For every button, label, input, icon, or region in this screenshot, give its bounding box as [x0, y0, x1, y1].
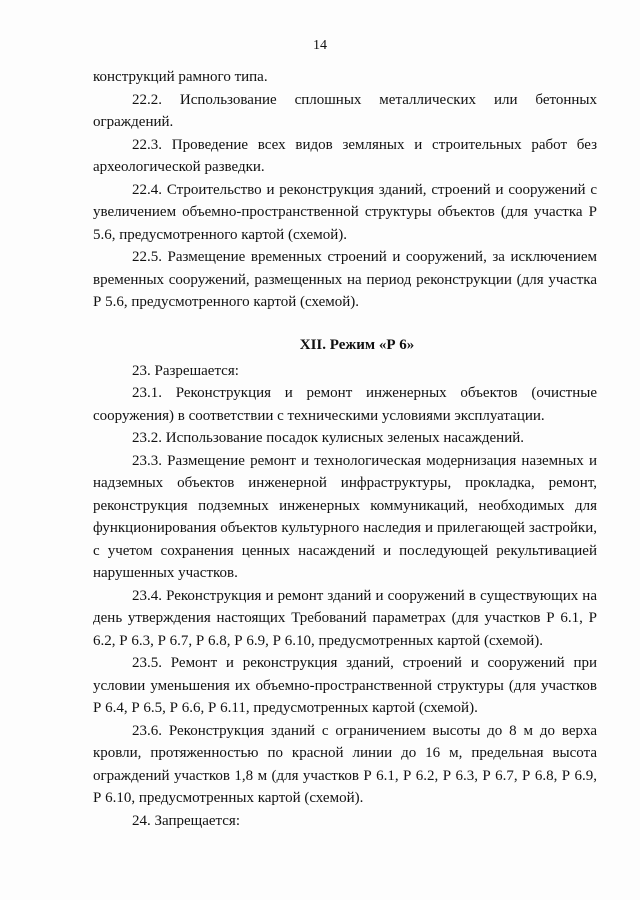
paragraph-22-4: 22.4. Строительство и реконструкция зданий, строений и сооружений с увеличением объемно-пространственной структуры объектов (для участка Р 5.6, предусмотренного картой (схемой). [93, 181, 597, 243]
paragraph-23-4: 23.4. Реконструкция и ремонт зданий и сооружений в существующих на день утверждения настоящих Требований параметрах (для участков Р 6.1, Р 6.2, Р 6.3, Р 6.7, Р 6.8, Р 6.9, Р 6.10, предусмотренных картой (схемой). [93, 587, 597, 649]
paragraph-24: 24. Запрещается: [132, 812, 240, 829]
paragraph-22-5: 22.5. Размещение временных строений и сооружений, за исключением временных сооружений, размещенных на период реконструкции (для участка Р 5.6, предусмотренного картой (схемой). [93, 249, 597, 310]
section-heading: XII. Режим «Р 6» [299, 336, 415, 353]
paragraph-23-6: 23.6. Реконструкция зданий с ограничением высоты до 8 м до верха кровли, протяженностью по красной линии до 16 м, предельная высота ограждений участков 1,8 м (для участков Р 6.1, Р 6.2, Р 6.3, Р 6.7, Р 6.8, Р 6.9, Р 6.10, предусмотренных картой (схемой). [93, 722, 597, 806]
paragraph-23: 23. Разрешается: [132, 362, 239, 379]
paragraph-23-5: 23.5. Ремонт и реконструкция зданий, строений и сооружений при условии уменьшения их объемно-пространственной структуры (для участков Р 6.4, Р 6.5, Р 6.6, Р 6.11, предусмотренных картой (схемой). [93, 655, 597, 716]
paragraph-23-1: 23.1. Реконструкция и ремонт инженерных объектов (очистные сооружения) в соответствии с техническими условиями эксплуатации. [93, 385, 597, 424]
paragraph-23-2: 23.2. Использование посадок кулисных зеленых насаждений. [132, 430, 524, 446]
paragraph-22-2: 22.2. Использование сплошных металлических или бетонных ограждений. [93, 91, 597, 130]
document-body [93, 66, 597, 832]
page-number: 14 [313, 38, 327, 53]
paragraph-continuation: конструкций рамного типа. [93, 69, 268, 85]
paragraph-22-3: 22.3. Проведение всех видов земляных и строительных работ без археологической разведки. [93, 136, 597, 175]
paragraph-23-3: 23.3. Размещение ремонт и технологическая модернизация наземных и надземных объектов инженерной инфраструктуры, прокладка, ремонт, реконструкция подземных инженерных коммуникаций, необходимых для функционирования объектов культурного наследия и прилегающей застройки, с учетом сохранения ценных насаждений и последующей рекультивацией нарушенных участков. [93, 452, 597, 581]
